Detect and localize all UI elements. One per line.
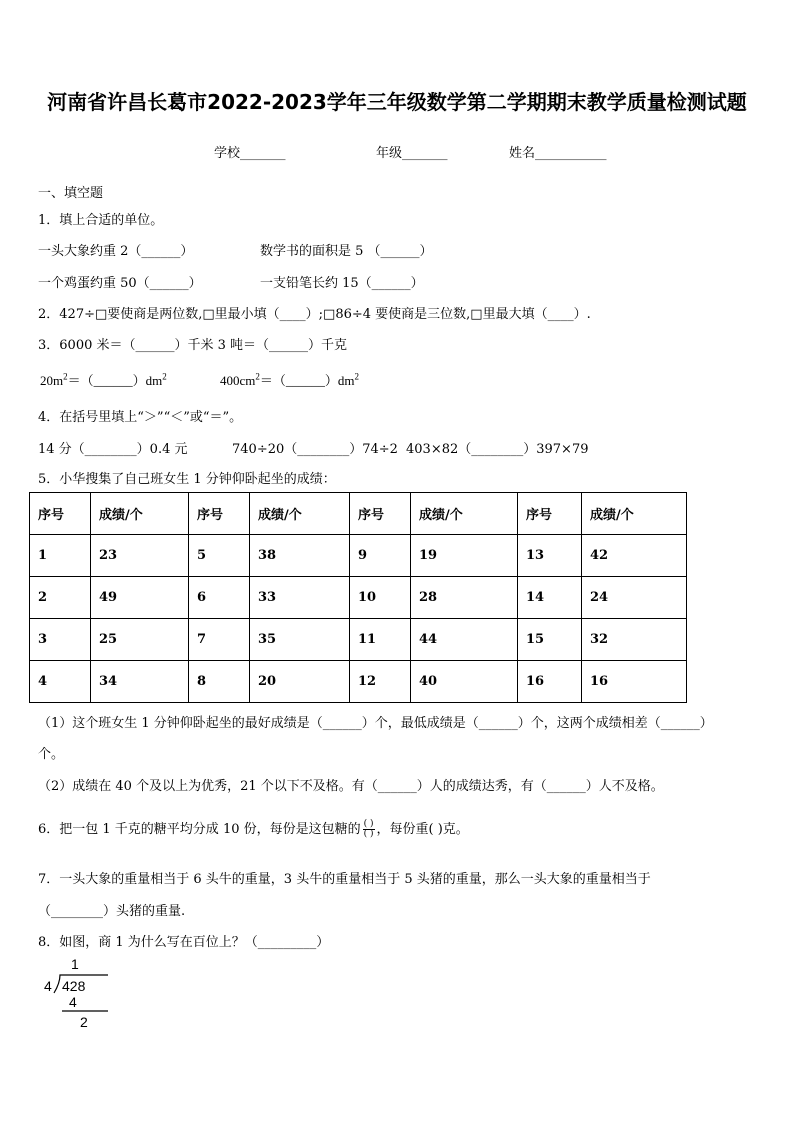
question-3-line1: 3．6000 米＝（______）千米 3 吨＝（______）千克 (38, 338, 348, 353)
question-7-line2: （________）头猪的重量. (38, 904, 186, 919)
table-cell: 9 (350, 535, 411, 577)
table-header-row (30, 493, 687, 535)
question-6-tail: ，每份重( )克。 (376, 822, 469, 837)
page-title: 河南省许昌长葛市2022-2023学年三年级数学第二学期期末教学质量检测试题 (47, 90, 747, 114)
table-cell: 49 (91, 577, 189, 619)
question-4-a: 14 分（________）0.4 元 (38, 442, 188, 457)
table-cell: 28 (411, 577, 518, 619)
fraction-denominator: ( ) (363, 829, 374, 839)
question-1-d: 一支铅笔长约 15（______） (260, 276, 424, 291)
table-cell: 35 (250, 619, 350, 661)
table-cell: 5 (189, 535, 250, 577)
division-divisor: 4 (44, 978, 52, 994)
table-cell: 19 (411, 535, 518, 577)
table-row (30, 619, 687, 661)
question-4-b: 740÷20（________）74÷2 (232, 442, 398, 457)
table-cell: 16 (582, 661, 687, 703)
table-row (30, 661, 687, 703)
question-5-sub1-cont: 个。 (38, 747, 65, 762)
division-dividend: 428 (62, 978, 86, 994)
division-product: 4 (69, 994, 77, 1010)
table-cell: 7 (189, 619, 250, 661)
table-cell: 14 (518, 577, 582, 619)
question-4-stem: 4．在括号里填上“＞”“＜”或“＝”。 (38, 410, 243, 425)
table-header-cell: 成绩/个 (91, 493, 189, 535)
score-table (29, 492, 687, 703)
table-cell: 25 (91, 619, 189, 661)
table-cell: 44 (411, 619, 518, 661)
table-cell: 8 (189, 661, 250, 703)
table-header-cell: 成绩/个 (582, 493, 687, 535)
division-quotient: 1 (71, 956, 79, 972)
question-2: 2．427÷□要使商是两位数,□里最小填（____）;□86÷4 要使商是三位数,□里最大填（____）. (38, 307, 591, 322)
table-cell: 40 (411, 661, 518, 703)
question-3-area-a: $20m^2=(\_\_\_\_\_\_)dm^2$ (40, 371, 167, 388)
question-3-area-b: $400cm^2=(\_\_\_\_\_\_)dm^2$ (220, 371, 360, 388)
question-1-b: 数学书的面积是 5 （______） (260, 244, 433, 259)
name-field: 姓名___________ (509, 146, 607, 161)
fraction-blank (363, 820, 375, 839)
table-cell: 20 (250, 661, 350, 703)
table-cell: 24 (582, 577, 687, 619)
table-cell: 38 (250, 535, 350, 577)
question-1-a: 一头大象约重 2（______） (38, 244, 194, 259)
table-cell: 34 (91, 661, 189, 703)
section-heading: 一、填空题 (38, 186, 104, 201)
question-4-c: 403×82（________）397×79 (406, 442, 589, 457)
table-cell: 13 (518, 535, 582, 577)
table-cell: 10 (350, 577, 411, 619)
table-row (30, 577, 687, 619)
question-5-sub1: （1）这个班女生 1 分钟仰卧起坐的最好成绩是（______）个，最低成绩是（______）个，这两个成绩相差（______） (38, 716, 713, 731)
question-5-sub2: （2）成绩在 40 个及以上为优秀，21 个以下不及格。有（______）人的成绩达秀，有（______）人不及格。 (38, 779, 664, 794)
grade-field: 年级_______ (376, 146, 448, 161)
table-header-cell: 序号 (350, 493, 411, 535)
question-7-line1: 7．一头大象的重量相当于 6 头牛的重量，3 头牛的重量相当于 5 头猪的重量，那么一头大象的重量相当于 (38, 872, 651, 887)
table-header-cell: 序号 (30, 493, 91, 535)
table-cell: 16 (518, 661, 582, 703)
question-8-stem: 8．如图，商 1 为什么写在百位上？（_________） (38, 935, 330, 950)
table-cell: 3 (30, 619, 91, 661)
table-cell: 32 (582, 619, 687, 661)
table-cell: 15 (518, 619, 582, 661)
question-6-text: 6．把一包 1 千克的糖平均分成 10 份，每份是这包糖的 (38, 822, 361, 837)
table-header-cell: 序号 (518, 493, 582, 535)
long-division-diagram (40, 955, 120, 1035)
table-cell: 6 (189, 577, 250, 619)
table-header-cell: 成绩/个 (250, 493, 350, 535)
table-row (30, 535, 687, 577)
question-5-stem: 5．小华搜集了自己班女生 1 分钟仰卧起坐的成绩： (38, 472, 336, 487)
school-field: 学校_______ (214, 146, 286, 161)
question-1-stem: 1．填上合适的单位。 (38, 213, 164, 228)
table-header-cell: 序号 (189, 493, 250, 535)
division-remainder: 2 (80, 1014, 88, 1030)
question-1-c: 一个鸡蛋约重 50（______） (38, 276, 202, 291)
table-cell: 33 (250, 577, 350, 619)
table-cell: 42 (582, 535, 687, 577)
table-cell: 11 (350, 619, 411, 661)
table-cell: 12 (350, 661, 411, 703)
table-header-cell: 成绩/个 (411, 493, 518, 535)
table-cell: 23 (91, 535, 189, 577)
table-cell: 2 (30, 577, 91, 619)
table-cell: 4 (30, 661, 91, 703)
table-cell: 1 (30, 535, 91, 577)
question-6 (38, 818, 469, 839)
fraction-numerator: ( ) (363, 819, 374, 829)
